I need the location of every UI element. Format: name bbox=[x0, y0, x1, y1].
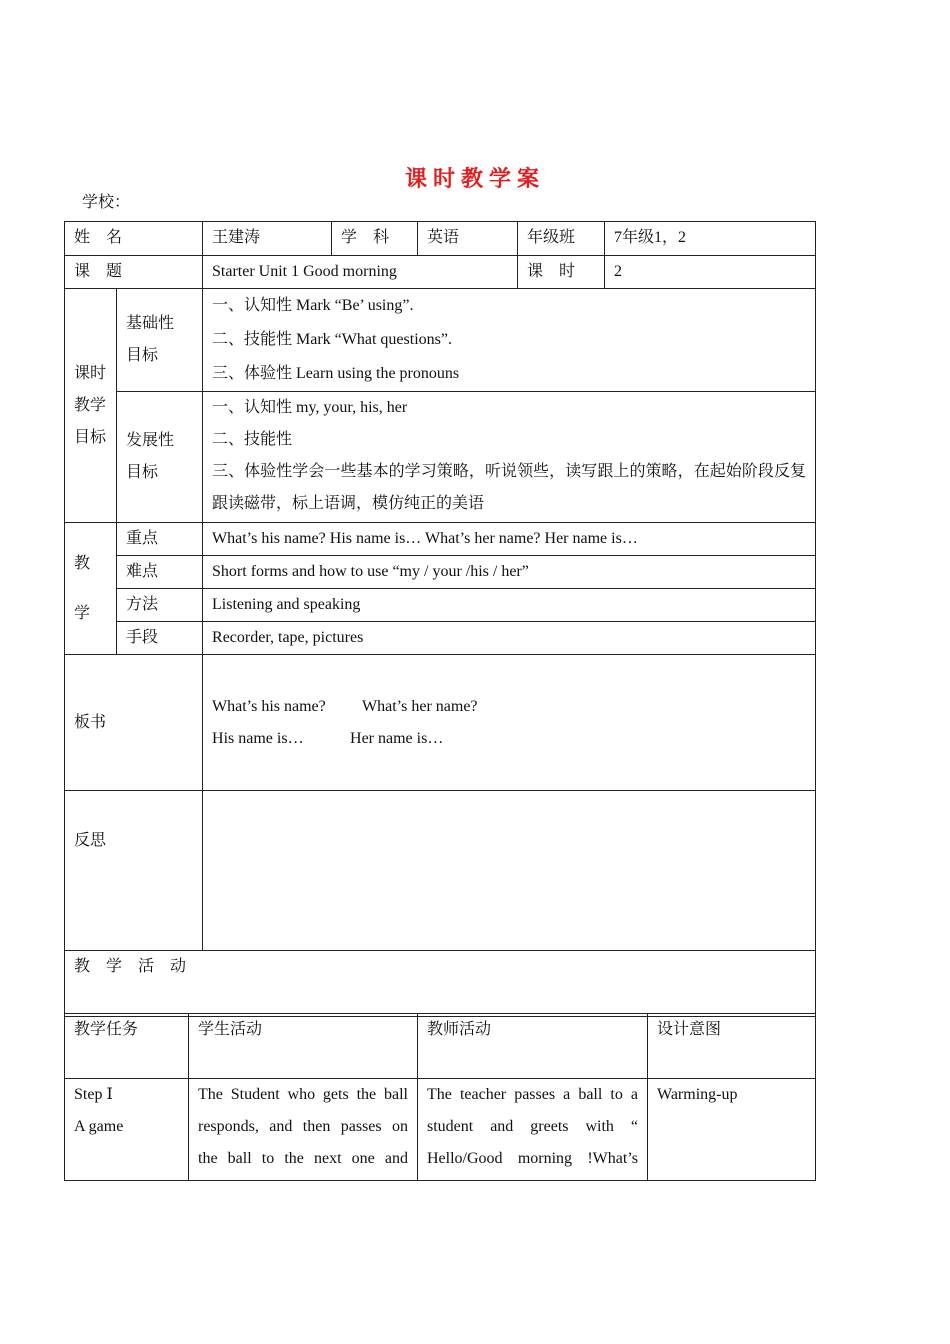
step-title: A game bbox=[74, 1118, 124, 1135]
school-label: 学校： bbox=[82, 194, 131, 211]
subject-label: 学 科 bbox=[332, 222, 418, 256]
difficulties-value: Short forms and how to use “my / your /his / her” bbox=[203, 556, 816, 589]
key-points-label: 重点 bbox=[117, 523, 203, 556]
topic-label: 课 题 bbox=[65, 256, 203, 289]
key-points-value: What’s his name? His name is… What’s her name? Her name is… bbox=[203, 523, 816, 556]
document-title: 课时教学案 bbox=[404, 166, 545, 191]
grade-value: 7年级1，2 bbox=[605, 222, 816, 256]
col-teacher-header: 教师活动 bbox=[418, 1014, 648, 1079]
board-text: Her name is… bbox=[350, 729, 444, 747]
teaching-group-line: 教 bbox=[74, 554, 91, 572]
development-goals-content bbox=[203, 392, 816, 523]
board-line bbox=[212, 691, 806, 723]
development-goals-label bbox=[117, 392, 203, 523]
basic-goals-label-line: 基础性 bbox=[126, 315, 175, 332]
student-activity bbox=[189, 1079, 418, 1181]
grade-label: 年级班 bbox=[518, 222, 605, 256]
lesson-plan-table bbox=[64, 221, 816, 1017]
development-goals-label-line: 发展性 bbox=[126, 432, 175, 449]
goals-group-line: 课时 bbox=[74, 364, 107, 382]
basic-goals-label-line: 目标 bbox=[126, 347, 159, 364]
means-label: 手段 bbox=[117, 622, 203, 655]
board-label: 板书 bbox=[65, 655, 203, 791]
step-label: Step Ⅰ bbox=[74, 1086, 113, 1103]
subject-value: 英语 bbox=[418, 222, 518, 256]
topic-value: Starter Unit 1 Good morning bbox=[203, 256, 518, 289]
teacher-activity-line: Hello/Good morning !What’s bbox=[427, 1150, 638, 1167]
difficulties-label: 难点 bbox=[117, 556, 203, 589]
teacher-activity-line: The teacher passes a ball to a bbox=[427, 1086, 638, 1103]
development-goal-item: 三、体验性学会一些基本的学习策略，听说领些，读写跟上的策略，在起始阶段反复跟读磁带，标上语调，模仿纯正的美语 bbox=[212, 463, 807, 512]
student-activity-line: responds, and then passes on bbox=[198, 1118, 408, 1135]
goals-group-label bbox=[65, 289, 117, 523]
step-cell bbox=[65, 1079, 189, 1181]
goals-group-line: 教学 bbox=[74, 396, 107, 414]
board-text: What’s his name? bbox=[212, 697, 326, 715]
name-value: 王建涛 bbox=[203, 222, 332, 256]
col-purpose-header: 设计意图 bbox=[648, 1014, 816, 1079]
basic-goal-item: 一、认知性 Mark “Be’ using”. bbox=[212, 297, 414, 314]
teaching-group-label bbox=[65, 523, 117, 655]
means-value: Recorder, tape, pictures bbox=[203, 622, 816, 655]
board-line bbox=[212, 723, 806, 755]
method-value: Listening and speaking bbox=[203, 589, 816, 622]
basic-goals-content bbox=[203, 289, 816, 392]
basic-goals-label bbox=[117, 289, 203, 392]
teaching-group-line: 学 bbox=[74, 604, 91, 622]
student-activity-line: The Student who gets the ball bbox=[198, 1086, 408, 1103]
goals-group-line: 目标 bbox=[74, 428, 107, 446]
board-content bbox=[203, 655, 816, 791]
activities-heading: 教 学 活 动 bbox=[65, 951, 816, 1017]
col-student-header: 学生活动 bbox=[189, 1014, 418, 1079]
reflection-label: 反思 bbox=[65, 791, 203, 951]
method-label: 方法 bbox=[117, 589, 203, 622]
development-goals-label-line: 目标 bbox=[126, 464, 159, 481]
activities-table bbox=[64, 1013, 816, 1181]
board-text: What’s her name? bbox=[362, 697, 478, 715]
teacher-activity-line: student and greets with “ bbox=[427, 1118, 638, 1135]
development-goal-item: 二、技能性 bbox=[212, 431, 293, 448]
development-goal-item: 一、认知性 my, your, his, her bbox=[212, 399, 408, 416]
design-purpose: Warming-up bbox=[648, 1079, 816, 1181]
student-activity-line: the ball to the next one and bbox=[198, 1150, 408, 1167]
period-label: 课 时 bbox=[518, 256, 605, 289]
board-text: His name is… bbox=[212, 729, 304, 747]
basic-goal-item: 三、体验性 Learn using the pronouns bbox=[212, 365, 460, 382]
col-task-header: 教学任务 bbox=[65, 1014, 189, 1079]
reflection-content bbox=[203, 791, 816, 951]
basic-goal-item: 二、技能性 Mark “What questions”. bbox=[212, 331, 452, 348]
name-label: 姓 名 bbox=[65, 222, 203, 256]
teacher-activity bbox=[418, 1079, 648, 1181]
period-value: 2 bbox=[605, 256, 816, 289]
